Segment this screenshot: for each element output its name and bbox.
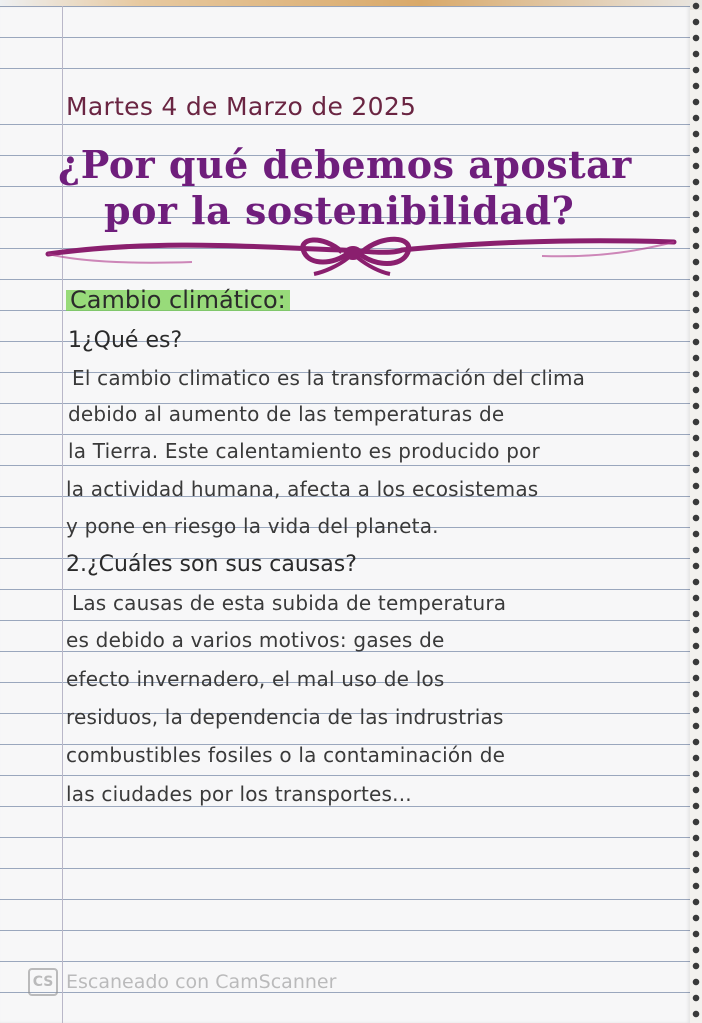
- answer-2-line-5: combustibles fosiles o la contaminación de: [66, 743, 506, 767]
- spiral-binding: [690, 0, 702, 1023]
- camscanner-watermark: [28, 968, 336, 996]
- watermark-text: Escaneado con CamScanner: [66, 971, 337, 993]
- answer-2-line-4: residuos, la dependencia de las indrustrias: [66, 705, 504, 729]
- answer-2-line-2: es debido a varios motivos: gases de: [66, 628, 445, 652]
- camscanner-logo-icon: CS: [28, 968, 58, 996]
- answer-1-line-3: la Tierra. Este calentamiento es producido por: [68, 439, 540, 463]
- question-2: 2.¿Cuáles son sus causas?: [66, 552, 357, 577]
- answer-1-line-2: debido al aumento de las temperaturas de: [68, 402, 505, 426]
- section-heading-highlighted: Cambio climático:: [66, 286, 290, 314]
- ribbon-bow-decoration: [42, 228, 682, 276]
- page-title-line-2: por la sostenibilidad?: [104, 188, 575, 233]
- page-date: Martes 4 de Marzo de 2025: [66, 92, 417, 121]
- page-title-line-1: ¿Por qué debemos apostar: [58, 142, 632, 187]
- answer-2-line-1: Las causas de esta subida de temperatura: [72, 591, 507, 615]
- answer-1-line-1: El cambio climatico es la transformación del clima: [72, 366, 586, 390]
- question-1: 1¿Qué es?: [68, 328, 183, 353]
- answer-1-line-5: y pone en riesgo la vida del planeta.: [66, 514, 439, 538]
- answer-2-line-6: las ciudades por los transportes...: [66, 782, 412, 806]
- answer-2-line-3: efecto invernadero, el mal uso de los: [66, 667, 445, 691]
- answer-1-line-4: la actividad humana, afecta a los ecosistemas: [66, 477, 539, 501]
